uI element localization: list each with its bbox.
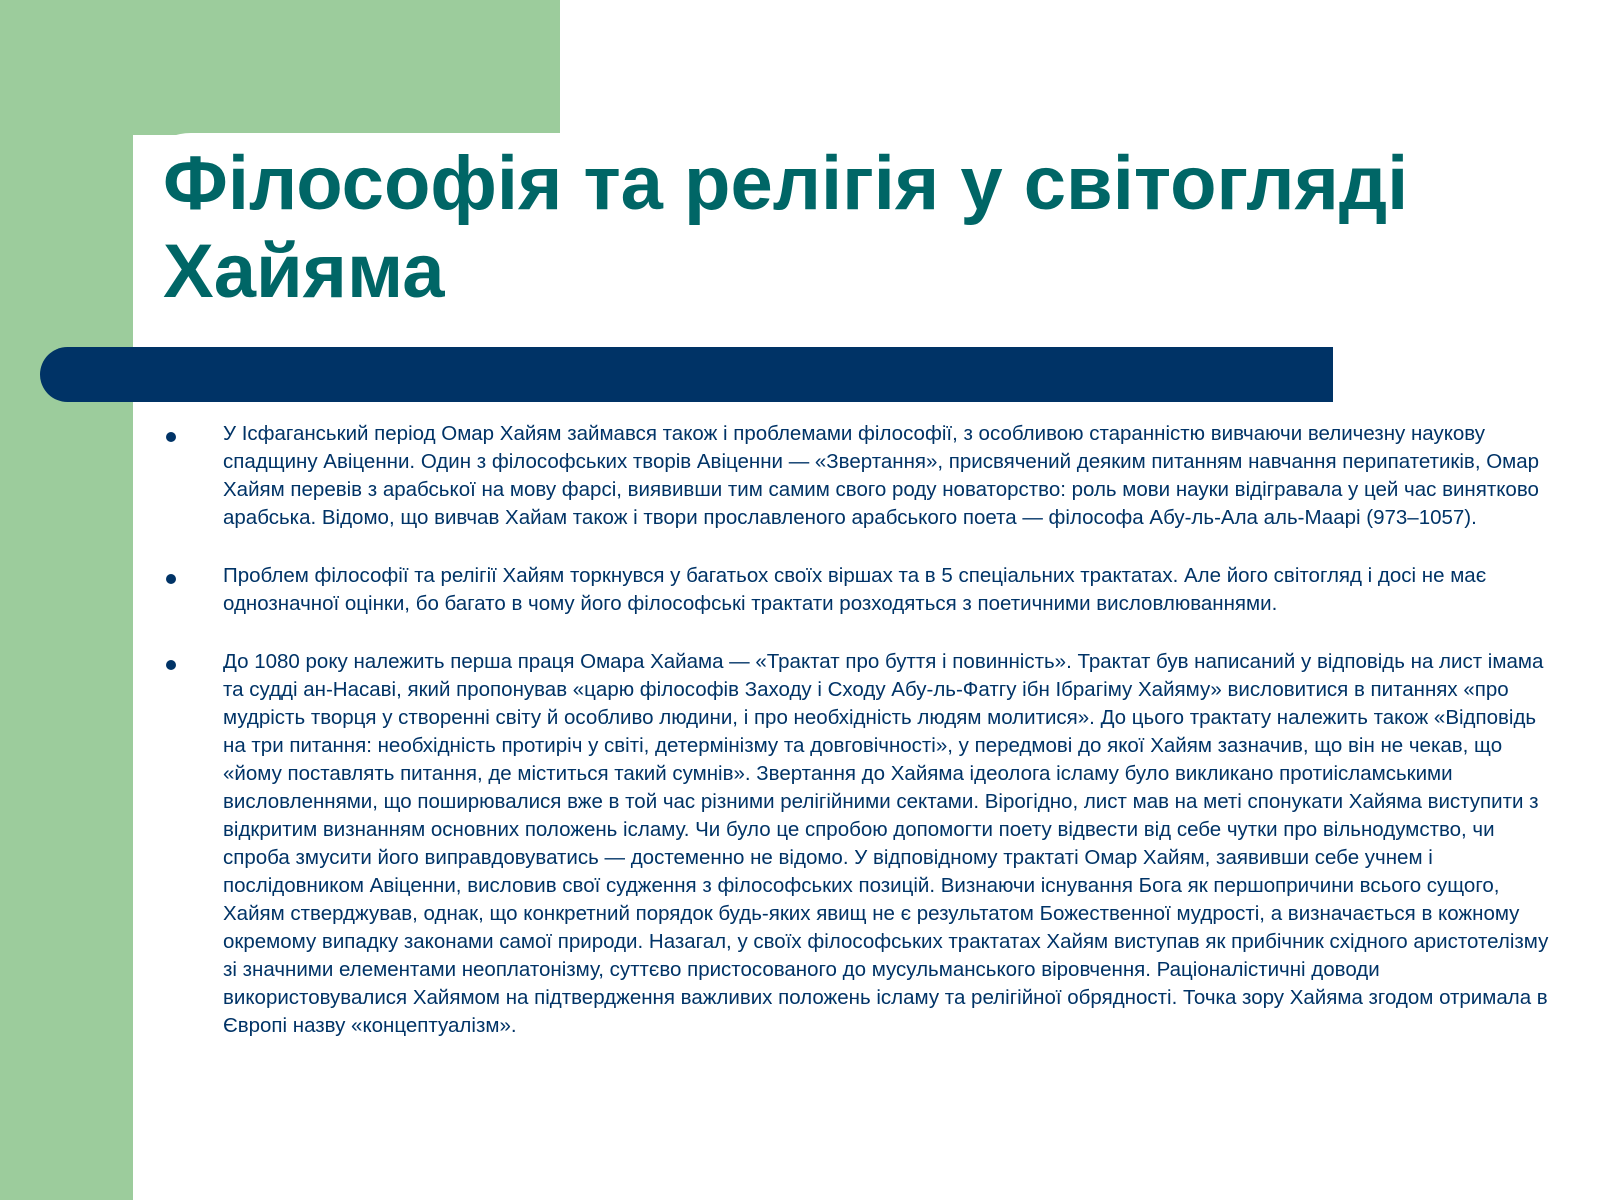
bullet-item	[163, 648, 1563, 1040]
bullet-dot-icon	[166, 574, 176, 584]
bullet-text: У Ісфаганський період Омар Хайям займався також і проблемами філософії, з особливою старанністю вивчаючи величезну наукову спадщину Авіценни. Один з філософських творів Авіценни — «Звертання», присвячений деяким питанням навчання перипатетиків, Омар Хайям перевів з арабської на мову фарсі, виявивши тим самим свого роду новаторство: роль мови науки відігравала у цей час винятково арабська. Відомо, що вивчав Хайам також і твори прославленого арабського поета — філософа Абу-ль-Ала аль-Маарі (973–1057).	[223, 422, 1540, 529]
slide-title: Філософія та релігія у світогляді Хайяма	[163, 141, 1409, 314]
bullet-item	[163, 562, 1563, 618]
bullet-dot-icon	[166, 660, 176, 670]
bullet-text: До 1080 року належить перша праця Омара Хайама — «Трактат про буття і повинність». Трактат був написаний у відповідь на лист імама та судді ан-Насаві, який пропонував «царю філософів Заходу і Сходу Абу-ль-Фатгу ібн Ібрагіму Хайяму» висловитися в питаннях «про мудрість творця у створенні світу й особливо людини, і про необхідність людям молитися». До цього трактату належить також «Відповідь на три питання: необхідність протиріч у світі, детермінізму та довговічності», у передмові до якої Хайям зазначив, що він не чекав, що «йому поставлять питання, де міститься такий сумнів». Звертання до Хайяма ідеолога ісламу було викликано протиісламськими висловленнями, що поширювалися вже в той час різними релігійними сектами. Вірогідно, лист мав на меті спонукати Хайяма виступити з відкритим визнанням основних положень ісламу. Чи було це спробою допомогти поету відвести від себе чутки про вільнодумство, чи спроба змусити його виправдовуватись — достеменно не відомо. У відповідному трактаті Омар Хайям, заявивши себе учнем і послідовником Авіценни, висловив свої судження з філософських позицій. Визнаючи існування Бога як першопричини всього сущого, Хайям стверджував, однак, що конкретний порядок будь-яких явищ не є результатом Божественної мудрості, а визначається в кожному окремому випадку законами самої природи. Назагал, у своїх філософських трактатах Хайям виступав як прибічник східного аристотелізму зі значними елементами неоплатонізму, суттєво пристосованого до мусульманського віровчення. Раціоналістичні доводи використовувалися Хайямом на підтвердження важливих положень ісламу та релігійної обрядності. Точка зору Хайяма згодом отримала в Європі назву «концептуалізм».	[223, 650, 1549, 1037]
green-accent-sidebar	[0, 0, 133, 1200]
bullet-item	[163, 420, 1563, 532]
title-underline-bar	[40, 347, 1333, 402]
bullet-list	[163, 420, 1563, 1040]
bullet-text: Проблем філософії та релігії Хайям торкнувся у багатьох своїх віршах та в 5 спеціальних трактатах. Але його світогляд і досі не має однозначної оцінки, бо багато в чому його філософські трактати розходяться з поетичними висловлюваннями.	[223, 564, 1487, 615]
bullet-dot-icon	[166, 432, 176, 442]
